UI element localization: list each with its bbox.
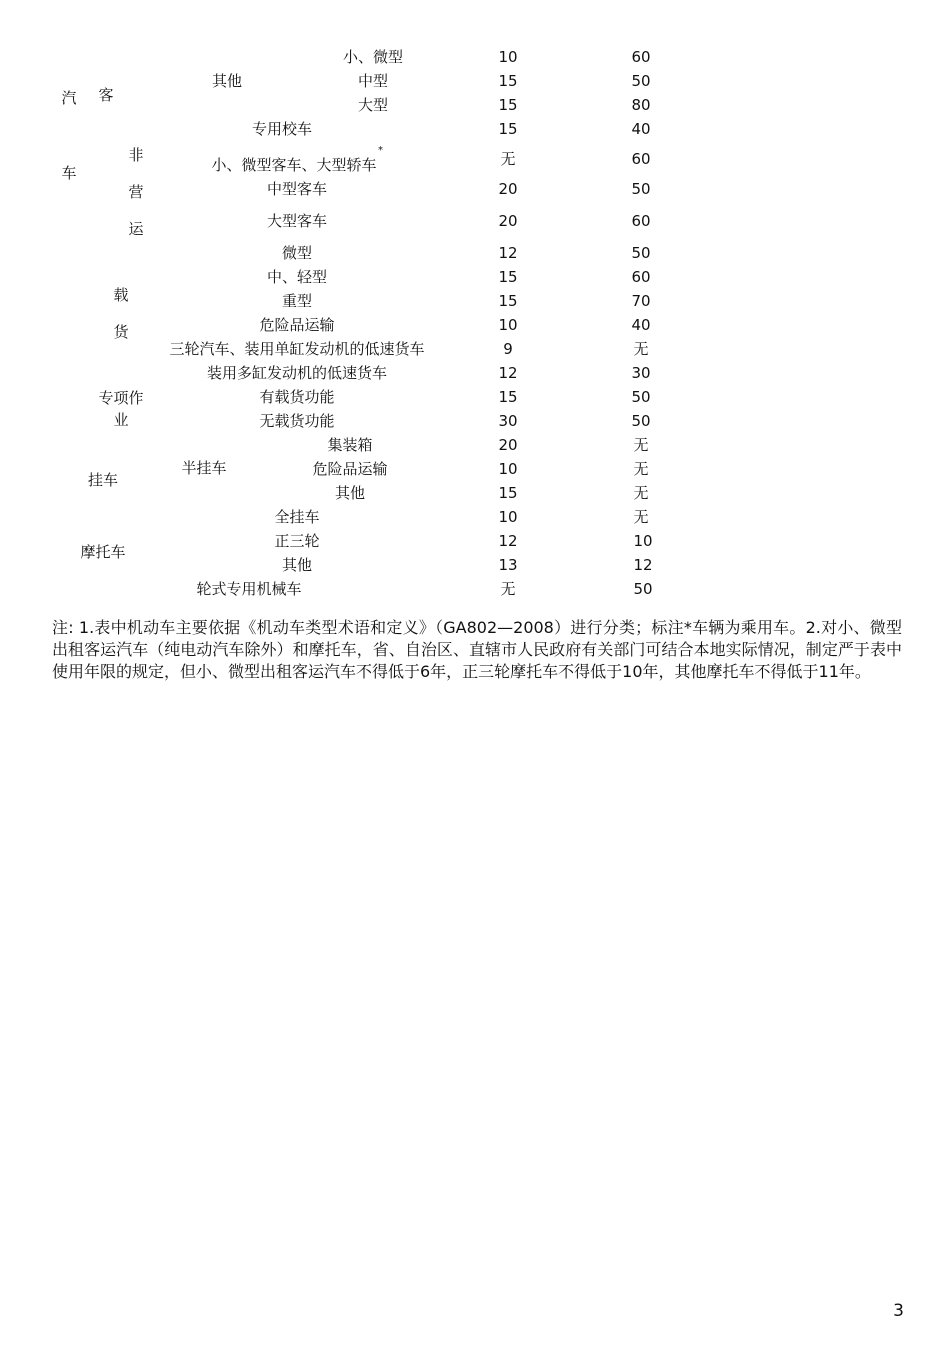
row-years: 15 (498, 388, 518, 406)
row-name: 三轮汽车、装用单缸发动机的低速货车 (169, 340, 425, 358)
row-years: 15 (498, 484, 518, 502)
row-years: 20 (498, 180, 518, 198)
subgroup-banguache: 半挂车 (181, 459, 227, 477)
row-years: 无 (500, 580, 516, 598)
category-che: 车 (61, 164, 77, 182)
row-name: 中、轻型 (266, 268, 328, 286)
row-name: 中型 (357, 72, 389, 90)
row-years: 10 (498, 48, 518, 66)
category-fei: 非 (128, 146, 144, 164)
row-km: 12 (633, 556, 653, 574)
category-ke: 客 (98, 86, 114, 104)
row-name: 专用校车 (251, 120, 313, 138)
subgroup-qita: 其他 (211, 72, 243, 90)
row-km: 无 (633, 484, 649, 502)
category-yun: 运 (128, 220, 144, 238)
row-name: 装用多缸发动机的低速货车 (206, 364, 388, 382)
category-zai: 载 (113, 286, 129, 304)
row-name: 集装箱 (327, 436, 373, 454)
row-km: 50 (631, 244, 651, 262)
row-km: 50 (631, 72, 651, 90)
row-years: 30 (498, 412, 518, 430)
row-name: 微型 (281, 244, 313, 262)
row-years: 15 (498, 268, 518, 286)
row-years: 13 (498, 556, 518, 574)
row-km: 50 (631, 412, 651, 430)
page-number: 3 (893, 1301, 904, 1321)
row-km: 无 (633, 460, 649, 478)
category-zhuanxiang-line1: 专项作 (98, 389, 144, 407)
row-name: 正三轮 (274, 532, 320, 550)
row-km: 60 (631, 150, 651, 168)
category-qi: 汽 (61, 89, 77, 107)
row-name: 小、微型客车、大型轿车 (211, 156, 377, 174)
row-km: 60 (631, 268, 651, 286)
row-km: 50 (631, 180, 651, 198)
row-name: 危险品运输 (259, 316, 335, 334)
row-years: 12 (498, 244, 518, 262)
category-motuoche: 摩托车 (80, 543, 126, 561)
row-km: 60 (631, 212, 651, 230)
row-km: 无 (633, 340, 649, 358)
row-name: 全挂车 (274, 508, 320, 526)
row-years: 15 (498, 72, 518, 90)
row-years: 无 (500, 150, 516, 168)
row-name: 轮式专用机械车 (196, 580, 302, 598)
row-km: 40 (631, 120, 651, 138)
row-years: 20 (498, 436, 518, 454)
row-years: 12 (498, 532, 518, 550)
row-name: 大型 (357, 96, 389, 114)
row-name: 大型客车 (266, 212, 328, 230)
row-years: 10 (498, 316, 518, 334)
row-name: 有载货功能 (259, 388, 335, 406)
row-years: 9 (503, 340, 513, 358)
row-name: 无载货功能 (259, 412, 335, 430)
row-name: 危险品运输 (312, 460, 388, 478)
row-km: 50 (631, 388, 651, 406)
row-km: 30 (631, 364, 651, 382)
row-km: 无 (633, 436, 649, 454)
row-years: 15 (498, 96, 518, 114)
row-name: 其他 (281, 556, 313, 574)
row-name: 重型 (281, 292, 313, 310)
row-years: 15 (498, 120, 518, 138)
category-huo: 货 (113, 323, 129, 341)
row-years: 12 (498, 364, 518, 382)
row-years: 20 (498, 212, 518, 230)
table-footnote: 注: 1.表中机动车主要依据《机动车类型术语和定义》（GA802—2008）进行分类；标注*车辆为乘用车。2.对小、微型出租客运汽车（纯电动汽车除外）和摩托车，省、自治区、直辖市人民政府有关部门可结合本地实际情况，制定严于表中使用年限的规定，但小、微型出租客运汽车不得低于6年，正三轮摩托车不得低于10年，其他摩托车不得低于11年。 (52, 618, 902, 681)
row-years: 15 (498, 292, 518, 310)
row-km: 70 (631, 292, 651, 310)
category-zhuanxiang-line2: 业 (113, 411, 129, 429)
row-km: 10 (633, 532, 653, 550)
row-km: 50 (633, 580, 653, 598)
category-guache: 挂车 (87, 471, 119, 489)
passenger-car-mark: * (378, 145, 383, 156)
row-km: 80 (631, 96, 651, 114)
row-km: 60 (631, 48, 651, 66)
row-km: 40 (631, 316, 651, 334)
row-name: 其他 (334, 484, 366, 502)
row-name: 中型客车 (266, 180, 328, 198)
row-years: 10 (498, 460, 518, 478)
row-km: 无 (633, 508, 649, 526)
category-ying: 营 (128, 183, 144, 201)
row-name: 小、微型 (342, 48, 404, 66)
row-years: 10 (498, 508, 518, 526)
